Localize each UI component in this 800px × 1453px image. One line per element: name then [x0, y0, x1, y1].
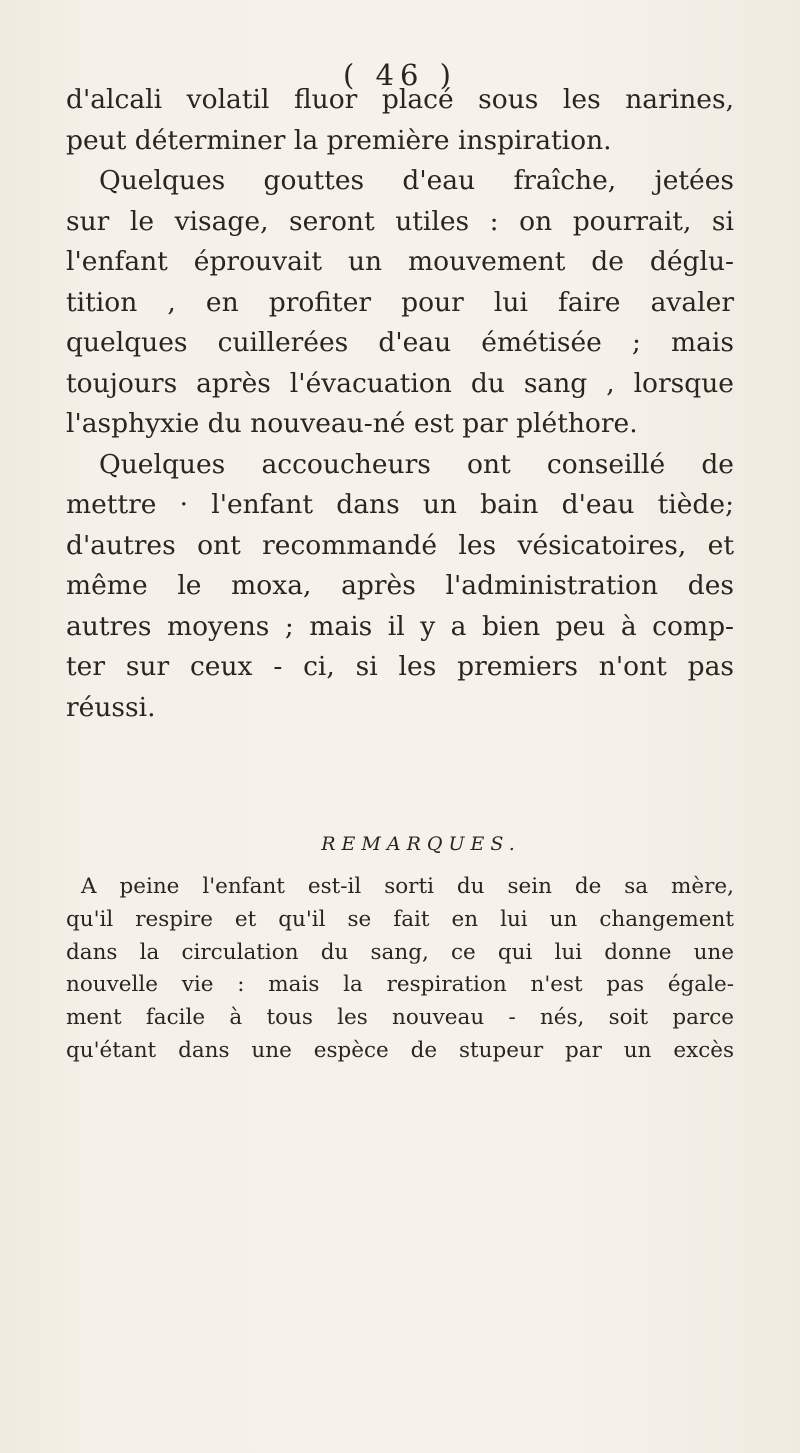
- text-line: dans la circulation du sang, ce qui lui donne une: [66, 939, 734, 965]
- text-line: autres moyens ; mais il y a bien peu à comp-: [66, 610, 734, 642]
- section-heading: REMARQUES.: [321, 833, 521, 855]
- text-line: d'autres ont recommandé les vésicatoires, et: [66, 529, 734, 561]
- text-line: mettre · l'enfant dans un bain d'eau tiède;: [66, 489, 734, 520]
- text-line: quelques cuillerées d'eau émétisée ; mais: [66, 327, 734, 358]
- text-line: l'enfant éprouvait un mouvement de déglu-: [66, 246, 734, 277]
- text-line: réussi.: [66, 691, 156, 723]
- text-line: d'alcali volatil fluor placé sous les narines,: [66, 84, 734, 115]
- text-line: ter sur ceux - ci, si les premiers n'ont pas: [66, 651, 734, 682]
- remarks-text: [66, 871, 734, 1068]
- text-line: toujours après l'évacuation du sang , lorsque: [66, 367, 734, 399]
- text-line: peut déterminer la première inspiration.: [66, 124, 612, 156]
- text-line: qu'étant dans une espèce de stupeur par un excès: [66, 1037, 734, 1063]
- text-line: tition , en profiter pour lui faire avaler: [66, 286, 734, 318]
- text-line: même le moxa, après l'administration des: [66, 570, 734, 601]
- text-line: Quelques gouttes d'eau fraîche, jetées: [99, 165, 734, 196]
- text-line: sur le visage, seront utiles : on pourrait, si: [66, 205, 734, 237]
- paragraph-2: [66, 161, 734, 445]
- paragraph-3: [66, 445, 734, 729]
- text-line: qu'il respire et qu'il se fait en lui un changement: [66, 906, 734, 932]
- text-line: l'asphyxie du nouveau-né est par pléthore.: [66, 408, 638, 439]
- text-line: A peine l'enfant est-il sorti du sein de sa mère,: [81, 874, 734, 899]
- text-line: ment facile à tous les nouveau - nés, soit parce: [66, 1005, 734, 1031]
- main-text: [66, 80, 734, 728]
- text-line: nouvelle vie : mais la respiration n'est pas égale-: [66, 972, 734, 998]
- text-line: Quelques accoucheurs ont conseillé de: [99, 448, 734, 480]
- paragraph-1: [66, 80, 734, 161]
- page-number: ( 46 ): [343, 58, 457, 92]
